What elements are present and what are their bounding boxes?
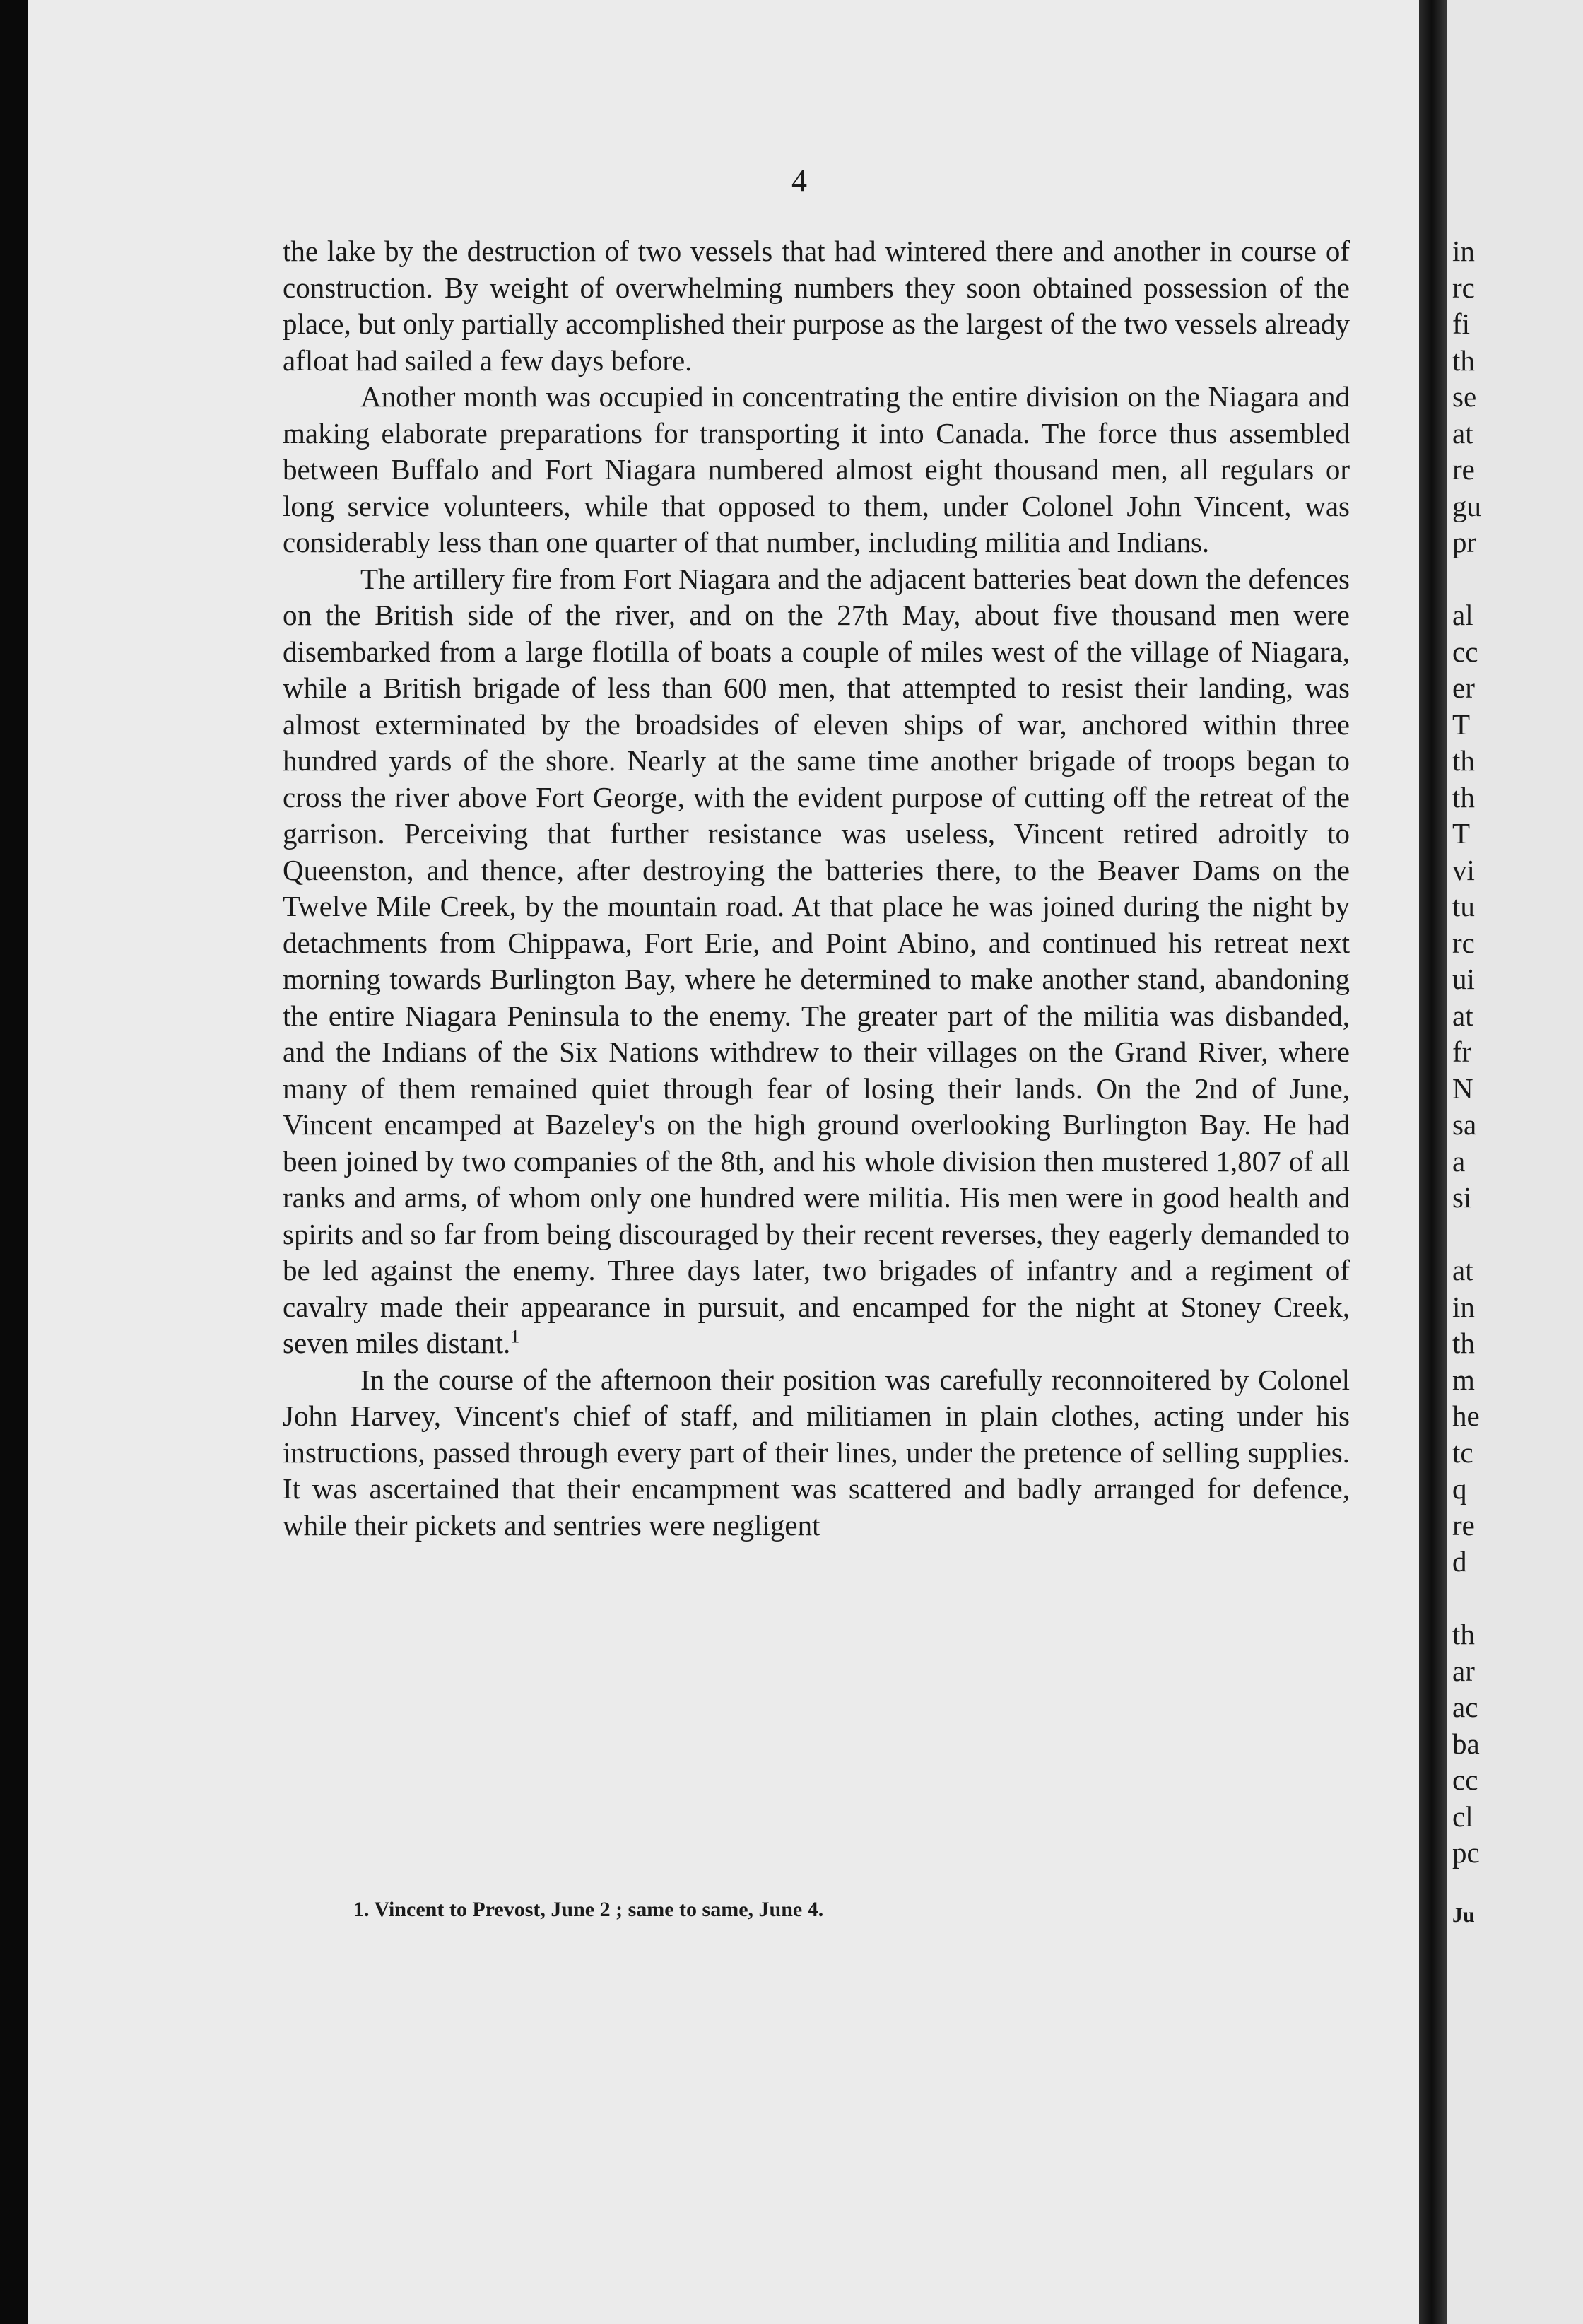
fragment: T (1452, 708, 1471, 741)
fragment: gu (1452, 489, 1481, 522)
fragment: m (1452, 1363, 1475, 1396)
paragraph-3 (283, 561, 1350, 1362)
fragment: pc (1452, 1836, 1480, 1869)
page-number: 4 (792, 163, 807, 198)
fragment-gap (1452, 1580, 1565, 1617)
fragment: at (1452, 999, 1473, 1032)
fragment: re (1452, 1508, 1475, 1542)
fragment: rc (1452, 926, 1475, 959)
fragment: fi (1452, 307, 1471, 340)
fragment: in (1452, 235, 1475, 267)
fragment: in (1452, 1290, 1475, 1323)
fragment: at (1452, 416, 1473, 450)
fragment: d (1452, 1545, 1467, 1578)
fragment: si (1452, 1181, 1472, 1214)
paragraph-2: Another month was occupied in concentrating the entire division on the Niagara and making elaborate preparations for transporting it into Canada. The force thus assembled between Buffalo and Fort Niagara numbered almost eight thousand men, all regulars or long service volunteers, while that opposed to them, under Colonel John Vincent, was considerably less than one quarter of that number, including militia and Indians. (283, 380, 1350, 558)
fragment: er (1452, 671, 1475, 704)
fragment: T (1452, 817, 1471, 850)
fragment: vi (1452, 853, 1475, 886)
fragment: fr (1452, 1035, 1472, 1068)
fragment: cc (1452, 635, 1478, 668)
fragment: cc (1452, 1763, 1478, 1796)
fragment-gap (1452, 1216, 1565, 1253)
fragment: ar (1452, 1654, 1475, 1687)
footnote: 1. Vincent to Prevost, June 2 ; same to same, June 4. (353, 1898, 824, 1921)
fragment: tc (1452, 1436, 1473, 1469)
adjacent-footnote-fragment: Ju (1452, 1903, 1475, 1927)
fragment-gap (1452, 561, 1565, 598)
fragment: q (1452, 1472, 1467, 1505)
fragment: th (1452, 780, 1475, 814)
adjacent-page-text (1452, 233, 1565, 1927)
fragment: th (1452, 344, 1475, 377)
fragment: sa (1452, 1108, 1477, 1141)
fragment: he (1452, 1399, 1480, 1432)
fragment: cl (1452, 1800, 1473, 1833)
fragment: se (1452, 380, 1477, 413)
book-gutter (1419, 0, 1447, 2324)
paragraph-3-text: The artillery fire from Fort Niagara and the adjacent batteries beat down the defences on the British side of the river, and on the 27th May, about five thousand men were disembarked from a large flotilla of boats a couple of miles west of the village of Niagara, while a British brigade of less than 600 men, that attempted to resist their landing, was almost exterminated by the broadsides of eleven ships of war, anchored within three hundred yards of the shore. Nearly at the same time another brigade of troops began to cross the river above Fort George, with the evident purpose of cutting off the retreat of the garrison. Perceiving that further resistance was useless, Vincent retired adroitly to Queenston, and thence, after destroying the batteries there, to the Beaver Dams on the Twelve Mile Creek, by the mountain road. At that place he was joined during the night by detachments from Chippawa, Fort Erie, and Point Abino, and continued his retreat next morning towards Burlington Bay, where he determined to make another stand, abandoning the entire Niagara Peninsula to the enemy. The greater part of the militia was disbanded, and the Indians of the Six Nations withdrew to their villages on the Grand River, where many of them remained quiet through fear of losing their lands. On the 2nd of June, Vincent encamped at Bazeley's on the high ground overlooking Burlington Bay. He had been joined by two companies of the 8th, and his whole division then mustered 1,807 of all ranks and arms, of whom only one hundred were militia. His men were in good health and spirits and so far from being discouraged by their recent reverses, they eagerly demanded to be led against the enemy. Three days later, two brigades of infantry and a regiment of cavalry made their appearance in pursuit, and encamped for the night at Stoney Creek, seven miles distant. (283, 562, 1350, 1359)
fragment: tu (1452, 890, 1475, 922)
fragment: th (1452, 1618, 1475, 1650)
fragment: re (1452, 453, 1475, 486)
scanned-page (28, 0, 1431, 2324)
fragment: rc (1452, 271, 1475, 304)
fragment: th (1452, 1327, 1475, 1359)
body-text (283, 233, 1350, 1544)
fragment: th (1452, 744, 1475, 777)
paragraph-4: In the course of the afternoon their position was carefully reconnoitered by Colonel John Harvey, Vincent's chief of staff, and militiamen in plain clothes, acting under his instructions, passed through every part of their lines, under the pretence of selling supplies. It was ascertained that their encampment was scattered and badly arranged for defence, while their pickets and sentries were negligent (283, 1363, 1350, 1542)
footnote-marker: 1 (510, 1326, 520, 1347)
fragment: a (1452, 1144, 1466, 1178)
fragment: ac (1452, 1691, 1478, 1723)
fragment: al (1452, 599, 1473, 631)
fragment: at (1452, 1254, 1473, 1286)
fragment: ui (1452, 963, 1475, 995)
fragment: ba (1452, 1727, 1480, 1760)
fragment: pr (1452, 526, 1477, 558)
fragment: N (1452, 1072, 1473, 1105)
paragraph-1: the lake by the destruction of two vessels that had wintered there and another in course of construction. By weight of overwhelming numbers they soon obtained possession of the place, but only partially accomplished their purpose as the largest of the two vessels already afloat had sailed a few days before. (283, 235, 1350, 377)
